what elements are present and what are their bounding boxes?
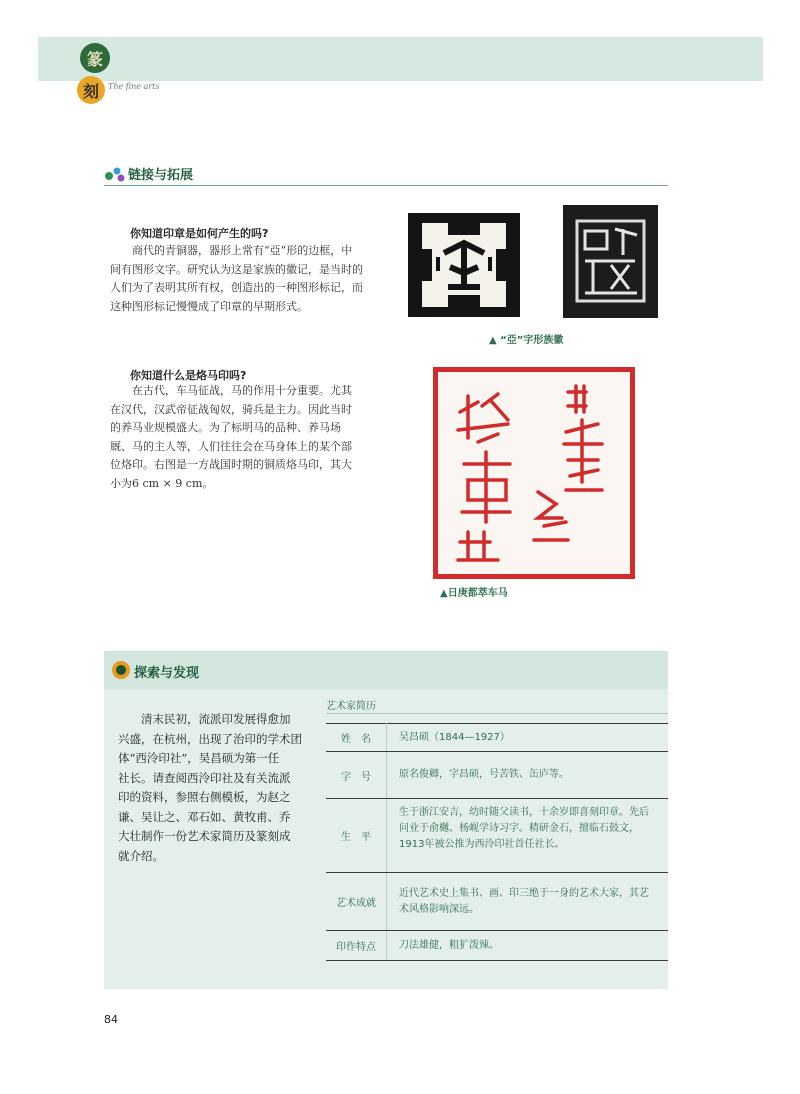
- link-bubbles-icon: [104, 164, 126, 182]
- section-title-explore: 探索与发现: [134, 666, 200, 681]
- header-subtitle: The fine arts: [108, 82, 160, 91]
- logo-char-1: 篆: [86, 49, 103, 69]
- table-value: 刀法雄健，粗犷泼辣。: [387, 931, 669, 961]
- table-key: 字 号: [326, 752, 387, 799]
- table-row: [326, 724, 668, 752]
- question-title-brand-seal: 你知道什么是烙马印吗?: [130, 369, 247, 382]
- text-line: 清末民初，流派印发展得愈加: [141, 712, 291, 726]
- eye-icon: [112, 661, 130, 679]
- logo-char-2: 刻: [82, 81, 99, 101]
- section-divider: [104, 185, 668, 186]
- ya-clan-emblem-image: [408, 213, 520, 317]
- question-body-seal-origin: [110, 242, 392, 316]
- text-line: 位烙印。右图是一方战国时期的铜质烙马印，其大: [110, 458, 352, 471]
- table-key: 姓 名: [326, 724, 387, 752]
- text-line: 间有图形文字。研究认为这是家族的徽记，是当时的: [110, 262, 363, 276]
- text-line: 印的资料，参照右侧模板，为赵之: [118, 790, 291, 804]
- text-line: 大壮制作一份艺术家简历及篆刻成: [118, 829, 291, 843]
- caption-horse-seal: ▲日庚都萃车马: [440, 588, 508, 599]
- question-body-brand-seal: [110, 382, 392, 493]
- table-row: [326, 752, 668, 799]
- explore-paragraph: [118, 710, 310, 866]
- section-title-links: 链接与拓展: [128, 168, 194, 183]
- header-band: [38, 37, 763, 81]
- artist-bio-table: [326, 723, 668, 961]
- text-line: 谦、吴让之、邓石如、黄牧甫、乔: [118, 809, 291, 824]
- table-caption-rule: [326, 713, 668, 714]
- table-key: 印作特点: [326, 931, 387, 961]
- logo-seal-icon: [80, 43, 110, 73]
- table-value: 原名俊卿，字昌硕，号苦铁、缶庐等。: [387, 752, 669, 799]
- text-line: 在古代，车马征战，马的作用十分重要。尤其: [132, 384, 352, 397]
- table-key: 生 平: [326, 799, 387, 873]
- text-line: 社长。请查阅西泠印社及有关流派: [118, 770, 291, 785]
- text-line: 体“西泠印社”，吴昌硕为第一任: [118, 751, 280, 765]
- logo-carve-icon: [77, 76, 105, 104]
- table-row: [326, 873, 668, 931]
- table-value: 近代艺术史上集书、画、印三绝于一身的艺术大家，其艺术风格影响深远。: [387, 873, 669, 931]
- seal-glyphs-drawing: [438, 372, 630, 574]
- ya-clan-rubbing-image: [563, 205, 658, 318]
- text-line: 厩、马的主人等，人们往往会在马身体上的某个部: [110, 439, 352, 453]
- table-caption: 艺术家简历: [326, 701, 376, 712]
- table-row: [326, 799, 668, 873]
- table-key: 艺术成就: [326, 873, 387, 931]
- text-line: 就介绍。: [118, 848, 164, 863]
- text-line: 这种图形标记慢慢成了印章的早期形式。: [110, 299, 308, 313]
- table-row: [326, 931, 668, 961]
- text-line: 在汉代，汉武帝征战匈奴，骑兵是主力。因此当时: [110, 402, 352, 416]
- text-line: 商代的青铜器，器形上常有“亞”形的边框，中: [132, 244, 353, 257]
- page-number: 84: [104, 1013, 118, 1026]
- caption-ya-emblem: ▲ “亞”字形族徽: [489, 335, 564, 346]
- table-value: 生于浙江安吉，幼时随父读书，十余岁即喜刻印章。先后问业于俞樾、杨岘学诗习字。精研金石，擅临石鼓文，1913年被公推为西泠印社首任社长。: [387, 799, 669, 873]
- horse-brand-seal-image: [433, 367, 635, 579]
- text-line: 人们为了表明其所有权，创造出的一种图形标记，而: [110, 281, 363, 294]
- text-line: 兴盛，在杭州，出现了治印的学术团: [118, 731, 302, 746]
- text-line: 小为6 cm × 9 cm。: [110, 476, 214, 490]
- text-line: 的养马业规模盛大。为了标明马的品种、养马场: [110, 421, 341, 434]
- question-title-seal-origin: 你知道印章是如何产生的吗?: [130, 227, 269, 240]
- table-value: 吴昌硕（1844—1927）: [387, 724, 669, 752]
